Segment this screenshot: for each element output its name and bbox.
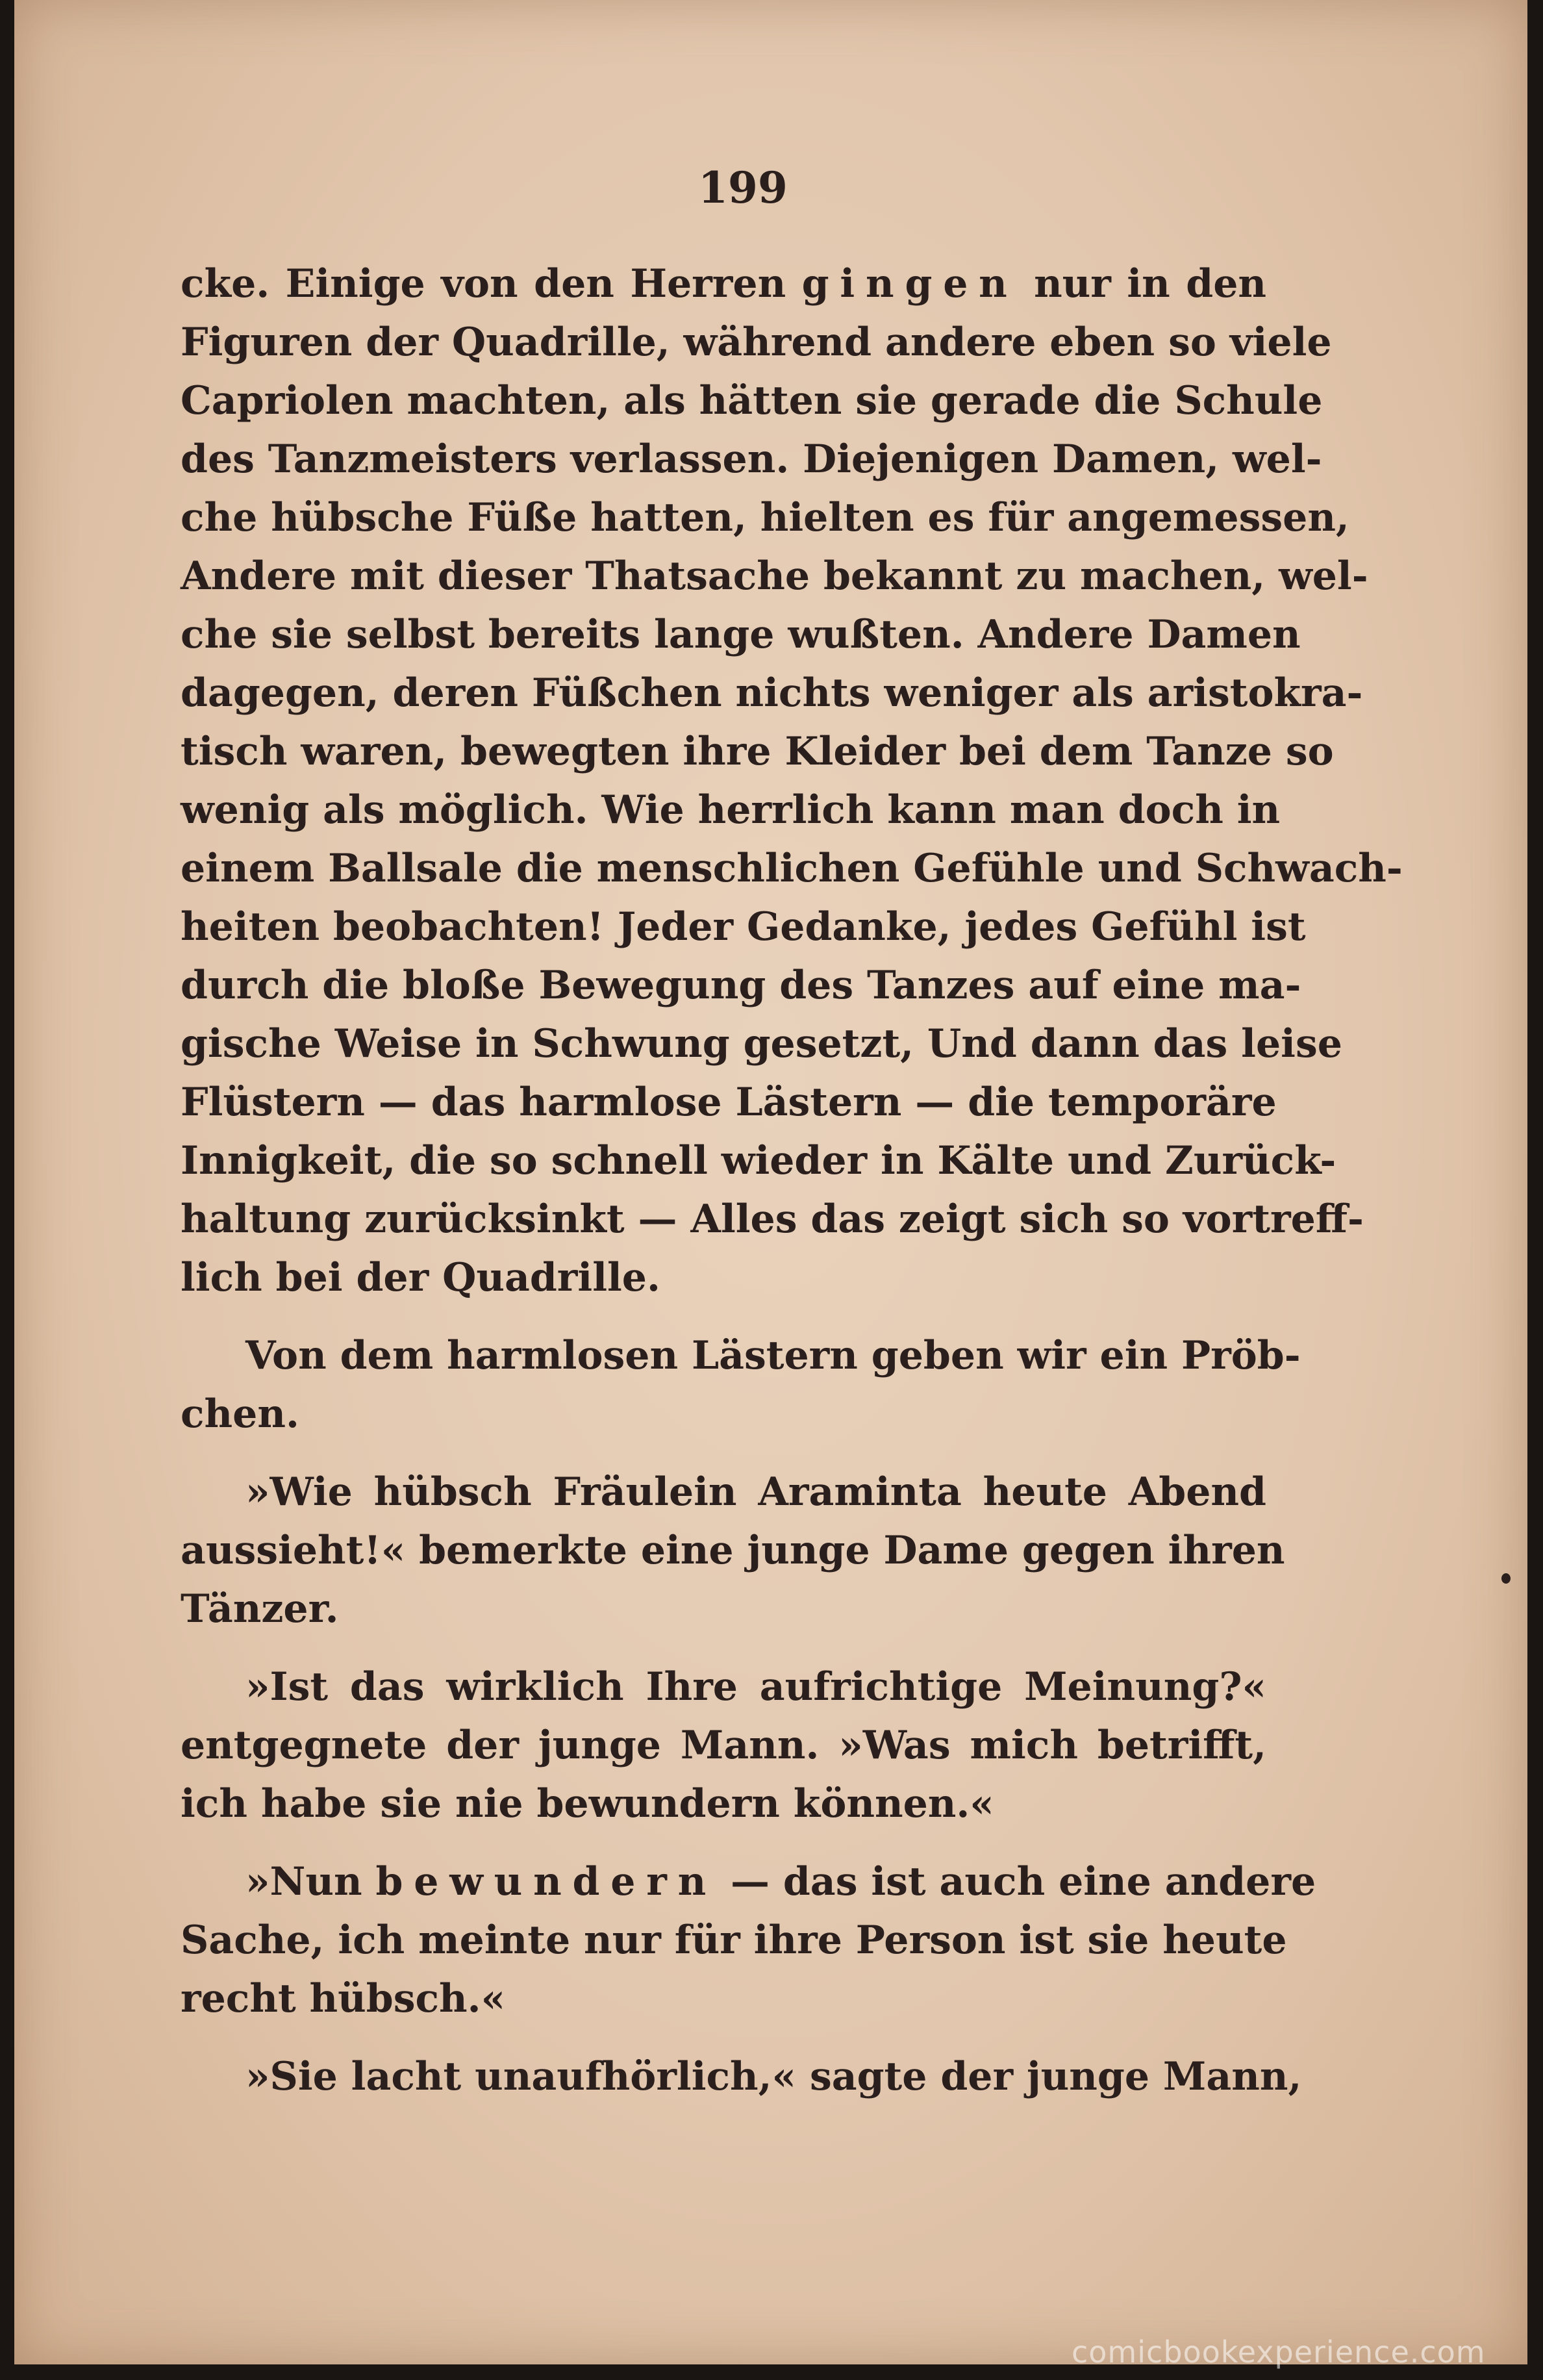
spaced-emphasis: bewundern <box>375 1859 718 1905</box>
text-line: entgegnete der junge Mann. »Was mich betrifft, <box>181 1723 1266 1768</box>
page-number: 199 <box>698 162 788 213</box>
text-line: recht hübsch.« <box>181 1976 506 2021</box>
text-line: dagegen, deren Füßchen nichts weniger als aristokra- <box>181 670 1363 716</box>
text-line: »Nun bewundern — das ist auch eine andere <box>245 1859 1316 1905</box>
text-line: aussieht!« bemerkte eine junge Dame gegen ihren <box>181 1528 1285 1573</box>
text-line: Flüstern — das harmlose Lästern — die temporäre <box>181 1080 1277 1125</box>
text-line: cke. Einige von den Herren gingen nur in den <box>181 261 1266 307</box>
text-line: Von dem harmlosen Lästern geben wir ein Pröb- <box>245 1333 1301 1378</box>
page-body-text <box>181 255 1403 2106</box>
text-line: heiten beobachten! Jeder Gedanke, jedes Gefühl ist <box>181 904 1306 950</box>
text-line: »Sie lacht unaufhörlich,« sagte der junge Mann, <box>245 2054 1302 2099</box>
text-line: Innigkeit, die so schnell wieder in Kälte und Zurück- <box>181 1138 1336 1184</box>
ink-speck <box>1501 1573 1511 1584</box>
site-watermark: comicbookexperience.com <box>1072 2335 1486 2370</box>
text-line: Sache, ich meinte nur für ihre Person ist sie heute <box>181 1918 1287 1963</box>
text-line: che hübsche Füße hatten, hielten es für angemessen, <box>181 495 1349 540</box>
text-line: wenig als möglich. Wie herrlich kann man doch in <box>181 787 1281 833</box>
text-line: gische Weise in Schwung gesetzt, Und dann das leise <box>181 1021 1342 1067</box>
text-line: einem Ballsale die menschlichen Gefühle und Schwach- <box>181 846 1403 891</box>
text-line: des Tanzmeisters verlassen. Diejenigen Damen, wel- <box>181 437 1322 482</box>
text-line: »Wie hübsch Fräulein Araminta heute Abend <box>245 1469 1266 1515</box>
text-line: chen. <box>181 1391 299 1437</box>
text-line: durch die bloße Bewegung des Tanzes auf eine ma- <box>181 963 1301 1008</box>
spaced-emphasis: gingen <box>801 261 1018 307</box>
text-line: tisch waren, bewegten ihre Kleider bei dem Tanze so <box>181 729 1334 774</box>
text-line: Tänzer. <box>181 1586 339 1632</box>
text-line: ich habe sie nie bewundern können.« <box>181 1781 994 1827</box>
text-line: Figuren der Quadrille, während andere eben so viele <box>181 320 1332 365</box>
text-line: Capriolen machten, als hätten sie gerade die Schule <box>181 378 1323 424</box>
text-line: lich bei der Quadrille. <box>181 1255 660 1300</box>
text-line: che sie selbst bereits lange wußten. Andere Damen <box>181 612 1301 657</box>
text-line: »Ist das wirklich Ihre aufrichtige Meinung?« <box>245 1664 1266 1710</box>
text-line: haltung zurücksinkt — Alles das zeigt sich so vortreff- <box>181 1196 1364 1242</box>
text-line: Andere mit dieser Thatsache bekannt zu machen, wel- <box>181 553 1368 599</box>
